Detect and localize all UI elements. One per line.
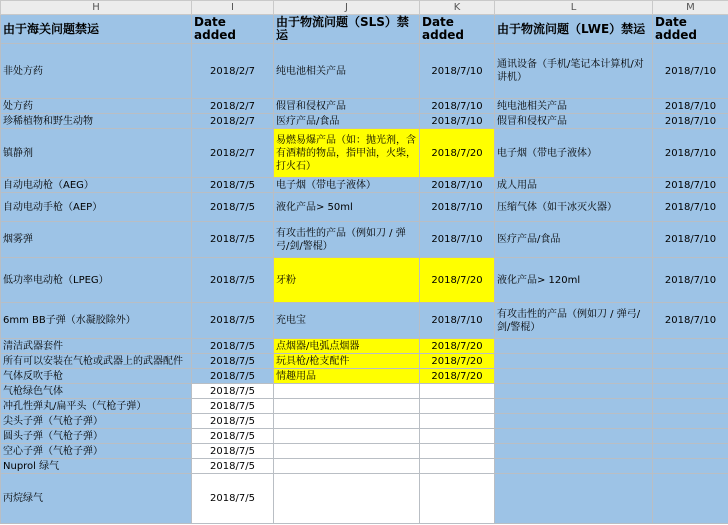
column-header-row <box>1 1 728 15</box>
cell-l[interactable] <box>495 444 653 459</box>
cell-i[interactable]: 2018/7/5 <box>192 258 274 303</box>
cell-i[interactable]: 2018/7/5 <box>192 399 274 414</box>
cell-l[interactable]: 假冒和侵权产品 <box>495 114 653 129</box>
cell-h[interactable]: 处方药 <box>1 99 192 114</box>
cell-l[interactable] <box>495 339 653 354</box>
cell-k[interactable]: 2018/7/10 <box>420 193 495 222</box>
cell-k[interactable]: 2018/7/20 <box>420 339 495 354</box>
table-row <box>1 414 728 429</box>
cell-m[interactable]: 2018/7/10 <box>653 193 728 222</box>
cell-m[interactable] <box>653 339 728 354</box>
table-row <box>1 459 728 474</box>
table-row <box>1 429 728 444</box>
cell-h[interactable]: 烟雾弹 <box>1 222 192 258</box>
cell-i[interactable]: 2018/7/5 <box>192 222 274 258</box>
table-row <box>1 339 728 354</box>
cell-k[interactable]: 2018/7/20 <box>420 258 495 303</box>
cell-m[interactable] <box>653 429 728 444</box>
cell-i[interactable]: 2018/7/5 <box>192 444 274 459</box>
table-row <box>1 444 728 459</box>
table-row <box>1 222 728 258</box>
cell-m[interactable]: 2018/7/10 <box>653 222 728 258</box>
cell-j[interactable]: 纯电池相关产品 <box>274 44 420 99</box>
header-date-added-3[interactable]: Date added <box>653 15 728 44</box>
table-row <box>1 258 728 303</box>
cell-l[interactable]: 液化产品> 120ml <box>495 258 653 303</box>
cell-h[interactable]: 6mm BB子弹（水凝胶除外） <box>1 303 192 339</box>
header-date-added-2[interactable]: Date added <box>420 15 495 44</box>
cell-i[interactable]: 2018/7/5 <box>192 429 274 444</box>
cell-j[interactable] <box>274 459 420 474</box>
column-header-h[interactable]: H <box>1 1 192 15</box>
cell-j[interactable] <box>274 384 420 399</box>
cell-h[interactable]: 圆头子弹（气枪子弹） <box>1 429 192 444</box>
column-header-m[interactable]: M <box>653 1 728 15</box>
table-row <box>1 369 728 384</box>
header-date-added-1[interactable]: Date added <box>192 15 274 44</box>
cell-h[interactable]: 气体反吹手枪 <box>1 369 192 384</box>
table-row <box>1 384 728 399</box>
column-header-j[interactable]: J <box>274 1 420 15</box>
cell-k[interactable] <box>420 459 495 474</box>
cell-j[interactable]: 液化产品> 50ml <box>274 193 420 222</box>
cell-i[interactable]: 2018/2/7 <box>192 44 274 99</box>
cell-h[interactable]: 珍稀植物和野生动物 <box>1 114 192 129</box>
cell-m[interactable]: 2018/7/10 <box>653 303 728 339</box>
cell-i[interactable]: 2018/7/5 <box>192 459 274 474</box>
table-row <box>1 114 728 129</box>
cell-i[interactable]: 2018/7/5 <box>192 178 274 193</box>
cell-k[interactable]: 2018/7/20 <box>420 354 495 369</box>
cell-k[interactable]: 2018/7/20 <box>420 369 495 384</box>
header-sls[interactable]: 由于物流问题（SLS）禁运 <box>274 15 420 44</box>
cell-j[interactable]: 牙粉 <box>274 258 420 303</box>
cell-i[interactable]: 2018/7/5 <box>192 303 274 339</box>
cell-k[interactable] <box>420 474 495 524</box>
cell-m[interactable]: 2018/7/10 <box>653 99 728 114</box>
cell-m[interactable] <box>653 399 728 414</box>
cell-k[interactable]: 2018/7/10 <box>420 303 495 339</box>
cell-j[interactable]: 医疗产品/食品 <box>274 114 420 129</box>
cell-h[interactable]: 清洁武器套件 <box>1 339 192 354</box>
cell-l[interactable]: 电子烟（带电子液体） <box>495 129 653 178</box>
table-row <box>1 354 728 369</box>
cell-k[interactable] <box>420 414 495 429</box>
cell-m[interactable] <box>653 474 728 524</box>
table-row <box>1 44 728 99</box>
cell-h[interactable]: Nuprol 绿气 <box>1 459 192 474</box>
cell-k[interactable]: 2018/7/10 <box>420 222 495 258</box>
cell-i[interactable]: 2018/7/5 <box>192 369 274 384</box>
header-lwe[interactable]: 由于物流问题（LWE）禁运 <box>495 15 653 44</box>
cell-i[interactable]: 2018/7/5 <box>192 474 274 524</box>
cell-i[interactable]: 2018/7/5 <box>192 414 274 429</box>
cell-h[interactable]: 冲孔性弹丸/扁平头（气枪子弹） <box>1 399 192 414</box>
cell-l[interactable] <box>495 384 653 399</box>
cell-j[interactable]: 点烟器/电弧点烟器 <box>274 339 420 354</box>
cell-j[interactable] <box>274 414 420 429</box>
cell-m[interactable]: 2018/7/10 <box>653 129 728 178</box>
cell-k[interactable]: 2018/7/10 <box>420 99 495 114</box>
cell-j[interactable] <box>274 429 420 444</box>
cell-i[interactable]: 2018/7/5 <box>192 193 274 222</box>
cell-l[interactable]: 成人用品 <box>495 178 653 193</box>
cell-i[interactable]: 2018/7/5 <box>192 339 274 354</box>
cell-k[interactable]: 2018/7/10 <box>420 44 495 99</box>
cell-l[interactable] <box>495 354 653 369</box>
cell-j[interactable]: 情趣用品 <box>274 369 420 384</box>
cell-i[interactable]: 2018/2/7 <box>192 99 274 114</box>
cell-j[interactable]: 易燃易爆产品（如：抛光剂，含有酒精的物品，指甲油，火柴，打火石） <box>274 129 420 178</box>
cell-l[interactable] <box>495 414 653 429</box>
cell-h[interactable]: 空心子弹（气枪子弹） <box>1 444 192 459</box>
cell-i[interactable]: 2018/7/5 <box>192 384 274 399</box>
cell-i[interactable]: 2018/2/7 <box>192 114 274 129</box>
cell-m[interactable] <box>653 414 728 429</box>
cell-l[interactable]: 纯电池相关产品 <box>495 99 653 114</box>
cell-m[interactable]: 2018/7/10 <box>653 258 728 303</box>
table-row <box>1 474 728 524</box>
cell-j[interactable]: 充电宝 <box>274 303 420 339</box>
cell-h[interactable]: 非处方药 <box>1 44 192 99</box>
table-row <box>1 399 728 414</box>
cell-h[interactable]: 低功率电动枪（LPEG） <box>1 258 192 303</box>
cell-m[interactable]: 2018/7/10 <box>653 114 728 129</box>
cell-j[interactable]: 有攻击性的产品（例如刀 / 弹弓/剑/警棍） <box>274 222 420 258</box>
cell-l[interactable]: 通讯设备（手机/笔记本计算机/对讲机） <box>495 44 653 99</box>
cell-h[interactable]: 自动电动手枪（AEP） <box>1 193 192 222</box>
table-row <box>1 193 728 222</box>
cell-i[interactable]: 2018/7/5 <box>192 354 274 369</box>
cell-j[interactable]: 玩具枪/枪支配件 <box>274 354 420 369</box>
table-row <box>1 178 728 193</box>
cell-h[interactable]: 所有可以安装在气枪或武器上的武器配件 <box>1 354 192 369</box>
cell-k[interactable] <box>420 384 495 399</box>
cell-l[interactable] <box>495 429 653 444</box>
cell-m[interactable]: 2018/7/10 <box>653 178 728 193</box>
cell-m[interactable] <box>653 384 728 399</box>
header-row <box>1 15 728 44</box>
column-header-k[interactable]: K <box>420 1 495 15</box>
cell-k[interactable]: 2018/7/10 <box>420 178 495 193</box>
cell-m[interactable] <box>653 369 728 384</box>
cell-h[interactable]: 气枪绿色气体 <box>1 384 192 399</box>
cell-l[interactable] <box>495 474 653 524</box>
cell-k[interactable]: 2018/7/10 <box>420 114 495 129</box>
table-row <box>1 129 728 178</box>
cell-m[interactable] <box>653 354 728 369</box>
cell-l[interactable] <box>495 459 653 474</box>
cell-h[interactable]: 自动电动枪（AEG） <box>1 178 192 193</box>
cell-l[interactable] <box>495 369 653 384</box>
cell-j[interactable] <box>274 399 420 414</box>
cell-k[interactable] <box>420 444 495 459</box>
header-customs[interactable]: 由于海关问题禁运 <box>1 15 192 44</box>
table-row <box>1 99 728 114</box>
cell-l[interactable]: 有攻击性的产品（例如刀 / 弹弓/剑/警棍） <box>495 303 653 339</box>
cell-m[interactable] <box>653 444 728 459</box>
cell-m[interactable] <box>653 459 728 474</box>
cell-l[interactable]: 医疗产品/食品 <box>495 222 653 258</box>
cell-k[interactable] <box>420 429 495 444</box>
cell-l[interactable]: 压缩气体（如干冰灭火器） <box>495 193 653 222</box>
cell-h[interactable]: 镇静剂 <box>1 129 192 178</box>
table-row <box>1 303 728 339</box>
column-header-i[interactable]: I <box>192 1 274 15</box>
column-header-l[interactable]: L <box>495 1 653 15</box>
cell-m[interactable]: 2018/7/10 <box>653 44 728 99</box>
cell-i[interactable]: 2018/2/7 <box>192 129 274 178</box>
cell-j[interactable] <box>274 474 420 524</box>
cell-j[interactable] <box>274 444 420 459</box>
cell-k[interactable]: 2018/7/20 <box>420 129 495 178</box>
cell-k[interactable] <box>420 399 495 414</box>
cell-h[interactable]: 丙烷绿气 <box>1 474 192 524</box>
cell-j[interactable]: 假冒和侵权产品 <box>274 99 420 114</box>
cell-j[interactable]: 电子烟（带电子液体） <box>274 178 420 193</box>
cell-h[interactable]: 尖头子弹（气枪子弹） <box>1 414 192 429</box>
cell-l[interactable] <box>495 399 653 414</box>
